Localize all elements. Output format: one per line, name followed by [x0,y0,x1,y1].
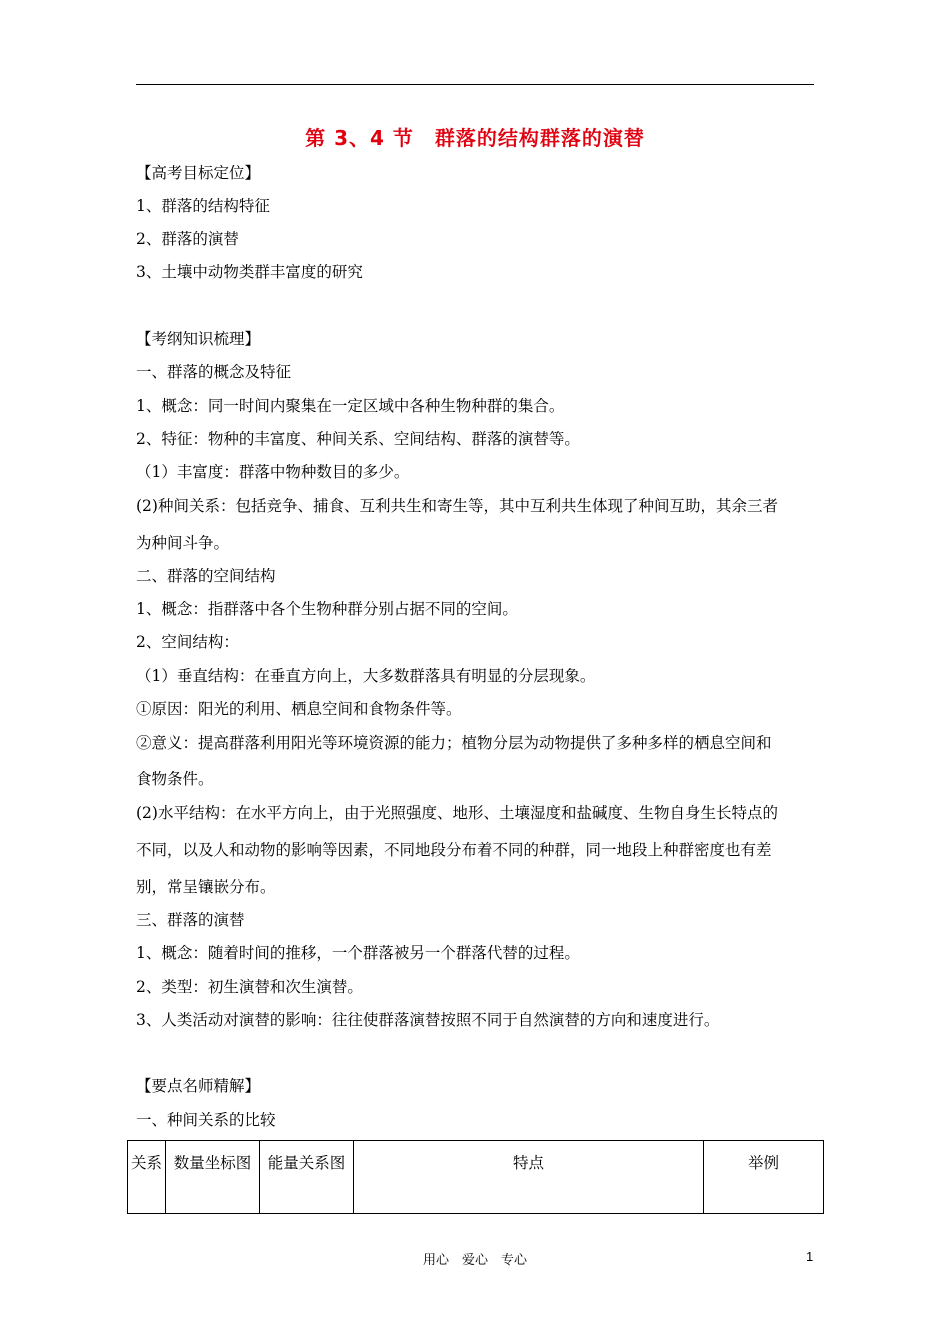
text-line: 2、特征：物种的丰富度、种间关系、空间结构、群落的演替等。 [136,430,580,448]
text-line: (2)水平结构：在水平方向上，由于光照强度、地形、土壤湿度和盐碱度、生物自身生长特点的 [136,804,778,822]
text-line: 二、群落的空间结构 [136,567,276,585]
text-line: 一、群落的概念及特征 [136,363,292,381]
text-line: 【考纲知识梳理】 [136,330,261,348]
text-line: (2)种间关系：包括竞争、捕食、互利共生和寄生等，其中互利共生体现了种间互助，其余三者 [136,497,778,515]
table-header-cell: 关系 [128,1141,166,1214]
text-line: 别，常呈镶嵌分布。 [136,878,276,896]
text-line: 【高考目标定位】 [136,164,261,182]
table-header-cell: 能量关系图 [260,1141,354,1214]
text-line: 2、空间结构： [136,633,239,651]
table-header-cell: 举例 [704,1141,824,1214]
text-line: 食物条件。 [136,770,214,788]
text-line: 不同，以及人和动物的影响等因素，不同地段分布着不同的种群，同一地段上种群密度也有差 [136,841,772,859]
text-line: 1、群落的结构特征 [136,197,270,215]
page-footer: 用心 爱心 专心 [422,1253,527,1268]
text-line: （1）垂直结构：在垂直方向上，大多数群落具有明显的分层现象。 [136,667,596,685]
table-header-cell: 特点 [354,1141,704,1214]
comparison-table [127,1140,824,1214]
text-line: 3、人类活动对演替的影响：往往使群落演替按照不同于自然演替的方向和速度进行。 [136,1011,720,1029]
text-line: ①原因：阳光的利用、栖息空间和食物条件等。 [136,700,462,718]
text-line: 2、群落的演替 [136,230,239,248]
table-header-row [128,1141,824,1214]
page-title: 第 3、4 节 群落的结构群落的演替 [305,126,645,150]
text-line: 三、群落的演替 [136,911,245,929]
text-line: ②意义：提高群落利用阳光等环境资源的能力；植物分层为动物提供了多种多样的栖息空间和 [136,734,772,752]
text-line: 【要点名师精解】 [136,1077,261,1095]
table-header-cell: 数量坐标图 [166,1141,260,1214]
header-rule [136,84,814,85]
page-number: 1 [806,1249,814,1264]
text-line: （1）丰富度：群落中物种数目的多少。 [136,463,410,481]
text-line: 一、种间关系的比较 [136,1111,276,1129]
text-line: 1、概念：同一时间内聚集在一定区域中各种生物种群的集合。 [136,397,565,415]
text-line: 3、土壤中动物类群丰富度的研究 [136,263,363,281]
text-line: 2、类型：初生演替和次生演替。 [136,978,363,996]
text-line: 1、概念：随着时间的推移，一个群落被另一个群落代替的过程。 [136,944,580,962]
text-line: 为种间斗争。 [136,534,230,552]
text-line: 1、概念：指群落中各个生物种群分别占据不同的空间。 [136,600,518,618]
